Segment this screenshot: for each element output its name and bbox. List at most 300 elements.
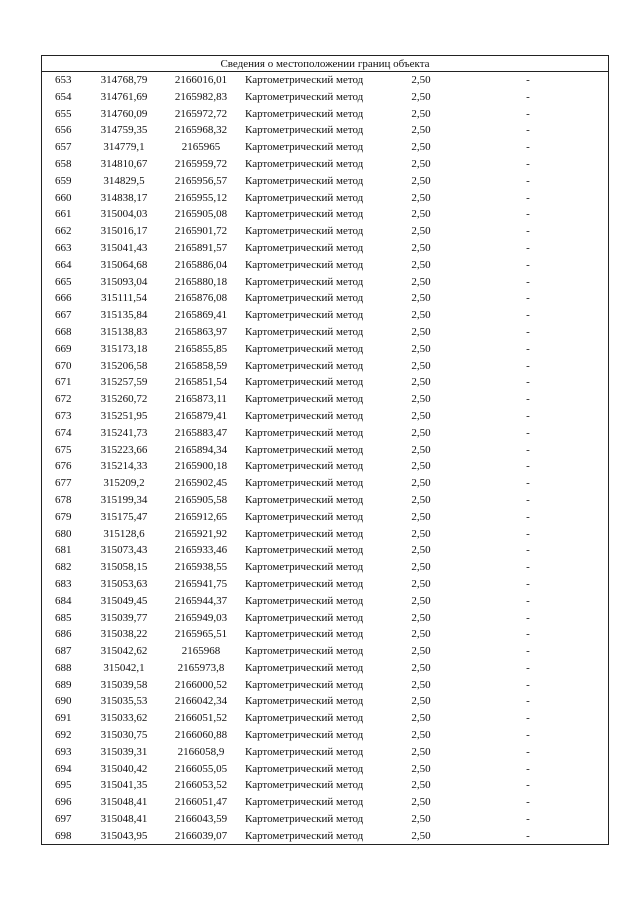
accuracy-cell: 2,50 [411, 292, 431, 305]
accuracy-cell: 2,50 [411, 678, 431, 691]
coord-x-cell: 315043,95 [100, 829, 148, 842]
accuracy-cell: 2,50 [411, 359, 431, 372]
table-row [42, 358, 608, 375]
table-row [42, 593, 608, 610]
point-number-cell: 661 [55, 208, 72, 221]
note-cell: - [526, 678, 530, 691]
point-number-cell: 698 [55, 829, 72, 842]
coord-x-cell: 315035,53 [100, 695, 148, 708]
method-cell: Картометрический метод [245, 460, 364, 473]
note-cell: - [526, 275, 530, 288]
table-row [42, 777, 608, 794]
coord-x-cell: 315241,73 [100, 426, 148, 439]
coord-y-cell: 2166016,01 [174, 74, 228, 86]
accuracy-cell: 2,50 [411, 393, 431, 406]
accuracy-cell: 2,50 [411, 796, 431, 809]
coord-y-cell: 2165959,72 [174, 157, 228, 170]
coord-x-cell: 315039,77 [100, 611, 148, 624]
point-number-cell: 659 [55, 174, 72, 187]
coord-x-cell: 315016,17 [100, 225, 148, 238]
accuracy-cell: 2,50 [411, 191, 431, 204]
table-row [42, 106, 608, 123]
accuracy-cell: 2,50 [411, 309, 431, 322]
coord-x-cell: 315128,6 [103, 527, 145, 540]
table-row [42, 223, 608, 240]
method-cell: Картометрический метод [245, 577, 364, 590]
coord-x-cell: 315042,1 [103, 661, 145, 674]
coord-y-cell: 2165944,37 [174, 594, 228, 607]
method-cell: Картометрический метод [245, 829, 364, 842]
coord-y-cell: 2165891,57 [174, 241, 228, 254]
coord-x-cell: 315257,59 [100, 376, 148, 389]
note-cell: - [526, 460, 530, 473]
table-row [42, 425, 608, 442]
method-cell: Картометрический метод [245, 527, 364, 540]
coordinates-table [41, 55, 609, 845]
coord-x-cell: 315042,62 [100, 645, 148, 658]
point-number-cell: 660 [55, 191, 72, 204]
note-cell: - [526, 762, 530, 775]
point-number-cell: 679 [55, 510, 72, 523]
coord-x-cell: 315223,66 [100, 443, 148, 456]
table-row [42, 206, 608, 223]
coord-y-cell: 2166000,52 [174, 678, 228, 691]
method-cell: Картометрический метод [245, 779, 364, 792]
accuracy-cell: 2,50 [411, 829, 431, 842]
coord-y-cell: 2166051,52 [174, 712, 228, 725]
point-number-cell: 662 [55, 225, 72, 238]
point-number-cell: 658 [55, 157, 72, 170]
table-row [42, 626, 608, 643]
method-cell: Картометрический метод [245, 393, 364, 406]
note-cell: - [526, 409, 530, 422]
table-row [42, 290, 608, 307]
note-cell: - [526, 829, 530, 842]
accuracy-cell: 2,50 [411, 342, 431, 355]
point-number-cell: 681 [55, 544, 72, 557]
table-title: Сведения о местоположении границ объекта [42, 56, 608, 72]
coord-x-cell: 315175,47 [100, 510, 148, 523]
note-cell: - [526, 359, 530, 372]
point-number-cell: 675 [55, 443, 72, 456]
coord-x-cell: 315039,31 [100, 745, 148, 758]
coord-y-cell: 2165883,47 [174, 426, 228, 439]
point-number-cell: 673 [55, 409, 72, 422]
note-cell: - [526, 241, 530, 254]
coord-x-cell: 315041,43 [100, 241, 148, 254]
accuracy-cell: 2,50 [411, 443, 431, 456]
coord-y-cell: 2165905,08 [174, 208, 228, 221]
point-number-cell: 686 [55, 628, 72, 641]
coord-y-cell: 2166058,9 [177, 745, 225, 758]
note-cell: - [526, 124, 530, 137]
note-cell: - [526, 796, 530, 809]
coord-x-cell: 315093,04 [100, 275, 148, 288]
coord-y-cell: 2165873,11 [175, 393, 227, 406]
note-cell: - [526, 661, 530, 674]
table-row [42, 710, 608, 727]
coord-x-cell: 315260,72 [100, 393, 148, 406]
note-cell: - [526, 191, 530, 204]
coord-y-cell: 2165851,54 [174, 376, 228, 389]
accuracy-cell: 2,50 [411, 409, 431, 422]
method-cell: Картометрический метод [245, 729, 364, 742]
coord-y-cell: 2166051,47 [174, 796, 228, 809]
table-row [42, 391, 608, 408]
coord-y-cell: 2165955,12 [174, 191, 228, 204]
method-cell: Картометрический метод [245, 477, 364, 490]
coord-x-cell: 315214,33 [100, 460, 148, 473]
point-number-cell: 656 [55, 124, 72, 137]
method-cell: Картометрический метод [245, 645, 364, 658]
note-cell: - [526, 141, 530, 154]
point-number-cell: 664 [55, 258, 72, 271]
method-cell: Картометрический метод [245, 309, 364, 322]
accuracy-cell: 2,50 [411, 544, 431, 557]
coord-x-cell: 315058,15 [100, 561, 148, 574]
method-cell: Картометрический метод [245, 141, 364, 154]
table-row [42, 509, 608, 526]
accuracy-cell: 2,50 [411, 628, 431, 641]
method-cell: Картометрический метод [245, 678, 364, 691]
coord-x-cell: 315030,75 [100, 729, 148, 742]
coord-x-cell: 315199,34 [100, 493, 148, 506]
note-cell: - [526, 74, 530, 86]
coord-x-cell: 315053,63 [100, 577, 148, 590]
method-cell: Картометрический метод [245, 359, 364, 372]
coord-y-cell: 2166043,59 [174, 813, 228, 826]
coord-y-cell: 2166060,88 [174, 729, 228, 742]
note-cell: - [526, 376, 530, 389]
method-cell: Картометрический метод [245, 191, 364, 204]
note-cell: - [526, 292, 530, 305]
table-row [42, 408, 608, 425]
table-row [42, 542, 608, 559]
coord-x-cell: 314761,69 [100, 90, 148, 103]
point-number-cell: 657 [55, 141, 72, 154]
method-cell: Картометрический метод [245, 443, 364, 456]
accuracy-cell: 2,50 [411, 477, 431, 490]
coord-y-cell: 2165905,58 [174, 493, 228, 506]
accuracy-cell: 2,50 [411, 762, 431, 775]
method-cell: Картометрический метод [245, 292, 364, 305]
note-cell: - [526, 645, 530, 658]
method-cell: Картометрический метод [245, 74, 364, 86]
accuracy-cell: 2,50 [411, 74, 431, 86]
accuracy-cell: 2,50 [411, 611, 431, 624]
coord-x-cell: 315173,18 [100, 342, 148, 355]
point-number-cell: 693 [55, 745, 72, 758]
coord-x-cell: 315049,45 [100, 594, 148, 607]
method-cell: Картометрический метод [245, 510, 364, 523]
coord-x-cell: 315041,35 [100, 779, 148, 792]
coord-y-cell: 2165902,45 [174, 477, 228, 490]
table-row [42, 458, 608, 475]
note-cell: - [526, 443, 530, 456]
accuracy-cell: 2,50 [411, 208, 431, 221]
accuracy-cell: 2,50 [411, 729, 431, 742]
coord-x-cell: 315033,62 [100, 712, 148, 725]
accuracy-cell: 2,50 [411, 325, 431, 338]
method-cell: Картометрический метод [245, 695, 364, 708]
point-number-cell: 670 [55, 359, 72, 372]
point-number-cell: 677 [55, 477, 72, 490]
note-cell: - [526, 779, 530, 792]
note-cell: - [526, 544, 530, 557]
table-row [42, 693, 608, 710]
coord-x-cell: 314760,09 [100, 107, 148, 120]
table-row [42, 761, 608, 778]
coord-x-cell: 315039,58 [100, 678, 148, 691]
coord-y-cell: 2166039,07 [174, 829, 228, 842]
coord-x-cell: 315138,83 [100, 325, 148, 338]
coord-x-cell: 315064,68 [100, 258, 148, 271]
method-cell: Картометрический метод [245, 611, 364, 624]
coord-y-cell: 2165921,92 [174, 527, 228, 540]
accuracy-cell: 2,50 [411, 561, 431, 574]
table-row [42, 274, 608, 291]
accuracy-cell: 2,50 [411, 124, 431, 137]
point-number-cell: 669 [55, 342, 72, 355]
note-cell: - [526, 90, 530, 103]
coord-x-cell: 314838,17 [100, 191, 148, 204]
point-number-cell: 655 [55, 107, 72, 120]
method-cell: Картометрический метод [245, 712, 364, 725]
note-cell: - [526, 393, 530, 406]
coord-y-cell: 2165941,75 [174, 577, 228, 590]
point-number-cell: 688 [55, 661, 72, 674]
coord-y-cell: 2165938,55 [174, 561, 228, 574]
accuracy-cell: 2,50 [411, 275, 431, 288]
table-body [42, 72, 608, 845]
method-cell: Картометрический метод [245, 225, 364, 238]
coord-x-cell: 315135,84 [100, 309, 148, 322]
table-row [42, 677, 608, 694]
table-row [42, 156, 608, 173]
table-row [42, 610, 608, 627]
table-row [42, 576, 608, 593]
accuracy-cell: 2,50 [411, 376, 431, 389]
coord-y-cell: 2165968 [181, 645, 221, 658]
coord-y-cell: 2165982,83 [174, 90, 228, 103]
point-number-cell: 684 [55, 594, 72, 607]
table-row [42, 660, 608, 677]
table-row [42, 89, 608, 106]
note-cell: - [526, 258, 530, 271]
accuracy-cell: 2,50 [411, 493, 431, 506]
method-cell: Картометрический метод [245, 762, 364, 775]
table-row [42, 492, 608, 509]
coord-y-cell: 2165956,57 [174, 174, 228, 187]
table-row [42, 257, 608, 274]
table-row [42, 811, 608, 828]
note-cell: - [526, 712, 530, 725]
coord-y-cell: 2165879,41 [174, 409, 228, 422]
method-cell: Картометрический метод [245, 745, 364, 758]
point-number-cell: 694 [55, 762, 72, 775]
method-cell: Картометрический метод [245, 157, 364, 170]
method-cell: Картометрический метод [245, 208, 364, 221]
note-cell: - [526, 225, 530, 238]
table-row [42, 374, 608, 391]
method-cell: Картометрический метод [245, 376, 364, 389]
coord-y-cell: 2165858,59 [174, 359, 228, 372]
point-number-cell: 683 [55, 577, 72, 590]
point-number-cell: 674 [55, 426, 72, 439]
accuracy-cell: 2,50 [411, 695, 431, 708]
method-cell: Картометрический метод [245, 124, 364, 137]
accuracy-cell: 2,50 [411, 661, 431, 674]
table-row [42, 307, 608, 324]
coord-y-cell: 2165968,32 [174, 124, 228, 137]
accuracy-cell: 2,50 [411, 779, 431, 792]
coord-x-cell: 315209,2 [103, 477, 145, 490]
coord-x-cell: 314810,67 [100, 157, 148, 170]
accuracy-cell: 2,50 [411, 426, 431, 439]
accuracy-cell: 2,50 [411, 527, 431, 540]
table-row [42, 341, 608, 358]
point-number-cell: 690 [55, 695, 72, 708]
coord-x-cell: 315206,58 [100, 359, 148, 372]
point-number-cell: 663 [55, 241, 72, 254]
table-row [42, 727, 608, 744]
method-cell: Картометрический метод [245, 275, 364, 288]
coord-y-cell: 2165855,85 [174, 342, 228, 355]
method-cell: Картометрический метод [245, 409, 364, 422]
note-cell: - [526, 594, 530, 607]
method-cell: Картометрический метод [245, 493, 364, 506]
accuracy-cell: 2,50 [411, 510, 431, 523]
note-cell: - [526, 208, 530, 221]
note-cell: - [526, 628, 530, 641]
table-row [42, 173, 608, 190]
table-row [42, 190, 608, 207]
accuracy-cell: 2,50 [411, 645, 431, 658]
table-row [42, 240, 608, 257]
coord-y-cell: 2165912,65 [174, 510, 228, 523]
coord-y-cell: 2165901,72 [174, 225, 228, 238]
note-cell: - [526, 510, 530, 523]
point-number-cell: 687 [55, 645, 72, 658]
note-cell: - [526, 157, 530, 170]
coord-y-cell: 2165900,18 [174, 460, 228, 473]
table-row [42, 324, 608, 341]
coord-x-cell: 315111,54 [101, 292, 147, 305]
method-cell: Картометрический метод [245, 661, 364, 674]
coord-x-cell: 314768,79 [100, 74, 148, 86]
accuracy-cell: 2,50 [411, 157, 431, 170]
table-row [42, 122, 608, 139]
note-cell: - [526, 527, 530, 540]
point-number-cell: 665 [55, 275, 72, 288]
accuracy-cell: 2,50 [411, 745, 431, 758]
point-number-cell: 697 [55, 813, 72, 826]
note-cell: - [526, 342, 530, 355]
note-cell: - [526, 745, 530, 758]
table-row [42, 72, 608, 89]
point-number-cell: 682 [55, 561, 72, 574]
point-number-cell: 654 [55, 90, 72, 103]
method-cell: Картометрический метод [245, 628, 364, 641]
accuracy-cell: 2,50 [411, 577, 431, 590]
method-cell: Картометрический метод [245, 426, 364, 439]
note-cell: - [526, 174, 530, 187]
table-row [42, 139, 608, 156]
coord-x-cell: 315251,95 [100, 409, 148, 422]
point-number-cell: 668 [55, 325, 72, 338]
point-number-cell: 666 [55, 292, 72, 305]
table-row [42, 828, 608, 845]
accuracy-cell: 2,50 [411, 258, 431, 271]
point-number-cell: 676 [55, 460, 72, 473]
coord-y-cell: 2165894,34 [174, 443, 228, 456]
method-cell: Картометрический метод [245, 813, 364, 826]
coord-y-cell: 2166042,34 [174, 695, 228, 708]
note-cell: - [526, 813, 530, 826]
method-cell: Картометрический метод [245, 325, 364, 338]
method-cell: Картометрический метод [245, 594, 364, 607]
note-cell: - [526, 477, 530, 490]
note-cell: - [526, 325, 530, 338]
point-number-cell: 680 [55, 527, 72, 540]
coord-y-cell: 2165880,18 [174, 275, 228, 288]
point-number-cell: 678 [55, 493, 72, 506]
note-cell: - [526, 493, 530, 506]
note-cell: - [526, 695, 530, 708]
method-cell: Картометрический метод [245, 90, 364, 103]
coord-y-cell: 2165973,8 [177, 661, 225, 674]
note-cell: - [526, 611, 530, 624]
accuracy-cell: 2,50 [411, 107, 431, 120]
method-cell: Картометрический метод [245, 342, 364, 355]
point-number-cell: 691 [55, 712, 72, 725]
coord-y-cell: 2165886,04 [174, 258, 228, 271]
method-cell: Картометрический метод [245, 107, 364, 120]
note-cell: - [526, 577, 530, 590]
point-number-cell: 692 [55, 729, 72, 742]
coord-x-cell: 314759,35 [100, 124, 148, 137]
coord-x-cell: 315048,41 [100, 813, 148, 826]
point-number-cell: 689 [55, 678, 72, 691]
coord-y-cell: 2165965 [181, 141, 221, 154]
accuracy-cell: 2,50 [411, 141, 431, 154]
coord-y-cell: 2165972,72 [174, 107, 228, 120]
coord-y-cell: 2165949,03 [174, 611, 228, 624]
point-number-cell: 671 [55, 376, 72, 389]
note-cell: - [526, 729, 530, 742]
method-cell: Картометрический метод [245, 241, 364, 254]
coord-x-cell: 315038,22 [100, 628, 148, 641]
coord-y-cell: 2165965,51 [174, 628, 228, 641]
accuracy-cell: 2,50 [411, 460, 431, 473]
table-row [42, 744, 608, 761]
coord-y-cell: 2165933,46 [174, 544, 228, 557]
coord-x-cell: 315004,03 [100, 208, 148, 221]
coord-y-cell: 2165876,08 [174, 292, 228, 305]
point-number-cell: 672 [55, 393, 72, 406]
coord-x-cell: 314829,5 [103, 174, 145, 187]
accuracy-cell: 2,50 [411, 174, 431, 187]
table-row [42, 643, 608, 660]
point-number-cell: 653 [55, 74, 72, 86]
table-row [42, 559, 608, 576]
note-cell: - [526, 107, 530, 120]
table-row [42, 794, 608, 811]
method-cell: Картометрический метод [245, 544, 364, 557]
note-cell: - [526, 561, 530, 574]
coord-y-cell: 2165863,97 [174, 325, 228, 338]
table-row [42, 442, 608, 459]
